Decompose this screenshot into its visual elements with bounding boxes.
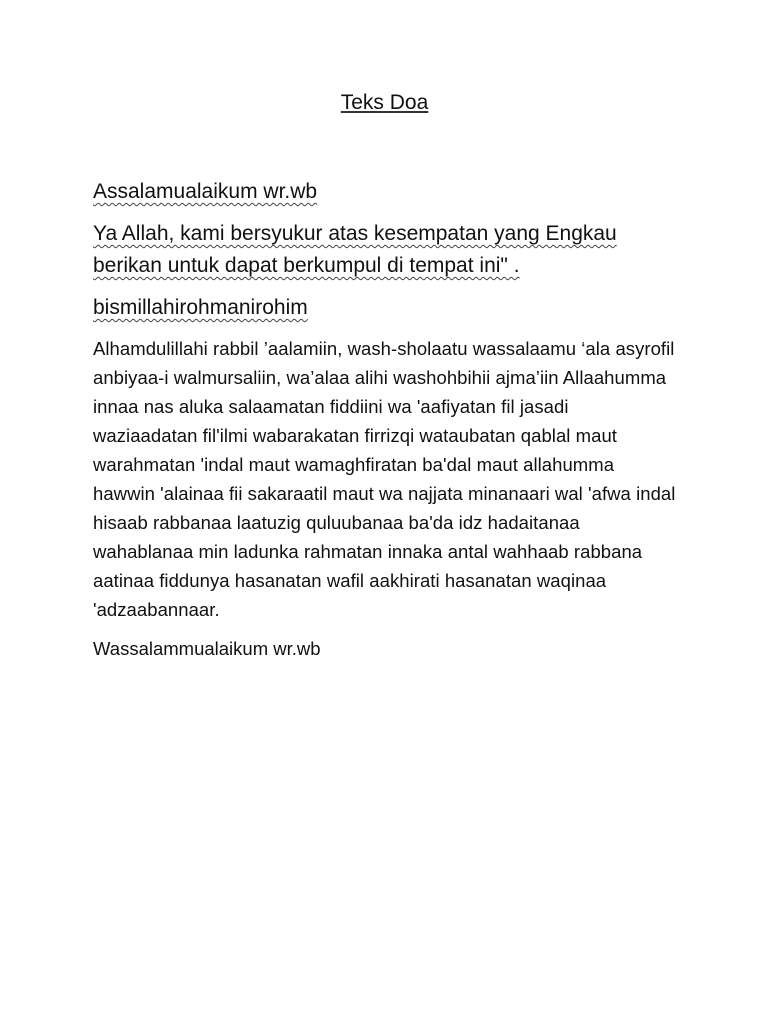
document-title: Teks Doa <box>340 91 429 114</box>
closing-greeting: Wassalammualaikum wr.wb <box>93 638 321 659</box>
basmalah-line: bismillahirohmanirohim <box>93 296 308 319</box>
greeting-line: Assalamualaikum wr.wb <box>93 180 318 203</box>
opening-prayer: Ya Allah, kami bersyukur atas kesempatan yang Engkau berikan untuk dapat berkumpul di tempat ini" . <box>93 222 617 277</box>
prayer-body: Alhamdulillahi rabbil ’aalamiin, wash-sholaatu wassalaamu ‘ala asyrofil anbiyaa-i walmursaliin, wa’alaa alihi washohbihii ajma’iin Allaahumma innaa nas aluka salaamatan fiddiini wa 'aafiyatan fil jasadi waziaadatan fil'ilmi wabarakatan firrizqi wataubatan qablal maut warahmatan 'indal maut wamaghfiratan ba'dal maut allahumma hawwin 'alainaa fii sakaraatil maut wa najjata minanaari wal 'afwa indal hisaab rabbanaa laatuzig quluubanaa ba'da idz hadaitanaa wahablanaa min ladunka rahmatan innaka antal wahhaab rabbana aatinaa fiddunya hasanatan wafil aakhirati hasanatan waqinaa 'adzaabannaar. <box>93 338 676 620</box>
